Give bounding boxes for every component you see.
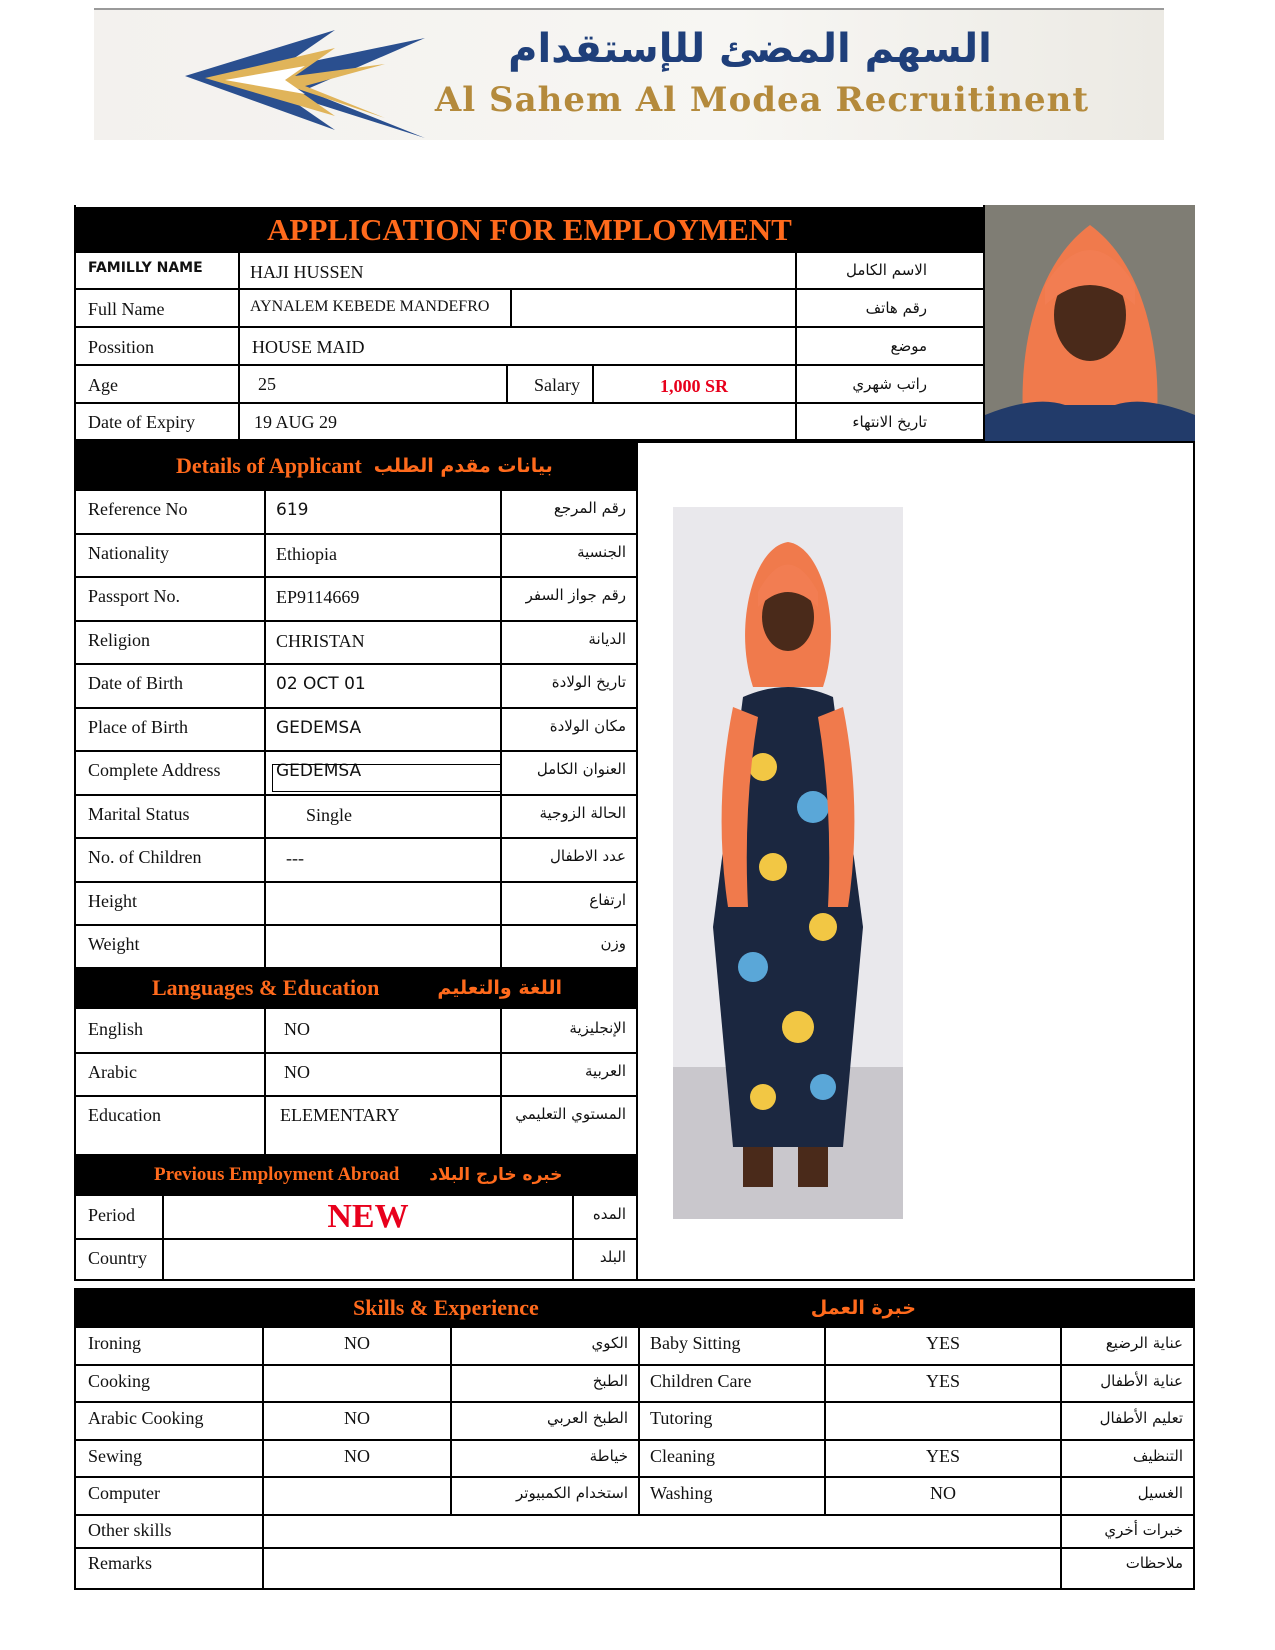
- lang-row-line: [76, 1095, 638, 1097]
- country-ar-label: البلد: [599, 1248, 626, 1266]
- skills-col-line: [1060, 1326, 1062, 1514]
- lang-col-line: [264, 1009, 266, 1154]
- full-name-value: AYNALEM KEBEDE MANDEFRO: [250, 298, 490, 315]
- detail-value: Ethiopia: [276, 543, 337, 564]
- skill-ar-label: الغسيل: [1137, 1484, 1183, 1502]
- salary-ar-label: راتب شهري: [852, 375, 927, 393]
- detail-ar-label: الديانة: [588, 629, 626, 648]
- country-value: [164, 1241, 572, 1281]
- age-value: 25: [258, 374, 276, 394]
- remarks-ar-label: ملاحظات: [1125, 1553, 1183, 1572]
- period-label: Period: [88, 1205, 135, 1225]
- skill-label: Children Care: [650, 1370, 752, 1391]
- brand-arabic-name: السهم المضئ للإستقدام: [508, 26, 992, 72]
- other-skills-ar-label: خبرات أخري: [1104, 1520, 1183, 1539]
- skill-value: NO: [930, 1483, 956, 1503]
- detail-ar-label: الحالة الزوجية: [539, 803, 626, 822]
- skill-ar-label: التنظيف: [1132, 1446, 1183, 1465]
- previous-employment-header: [76, 1154, 638, 1196]
- detail-value: 619: [276, 500, 309, 520]
- detail-value: GEDEMSA: [276, 717, 362, 738]
- family-name-label: FAMILLY NAME: [88, 260, 203, 276]
- details-col-line: [264, 489, 266, 967]
- detail-value: ---: [286, 848, 304, 868]
- detail-ar-label: تاريخ الولادة: [551, 673, 626, 691]
- details-header-en: Details of Applicant: [176, 453, 362, 478]
- skills-header-en: Skills & Experience: [353, 1295, 539, 1320]
- lang-label: English: [88, 1019, 144, 1039]
- details-row-line: [76, 663, 638, 665]
- detail-label: Place of Birth: [88, 716, 188, 737]
- full-body-photo: [673, 507, 903, 1219]
- remarks-label: Remarks: [88, 1552, 152, 1573]
- other-skills-label: Other skills: [88, 1519, 172, 1540]
- details-col-line: [500, 489, 502, 967]
- phone-ar-label: رقم هاتف: [865, 299, 927, 317]
- detail-ar-label: العنوان الكامل: [536, 760, 626, 778]
- skills-col-line: [450, 1326, 452, 1514]
- lang-ar-label: الإنجليزية: [569, 1019, 626, 1037]
- detail-value: GEDEMSA: [276, 761, 362, 781]
- detail-label: Weight: [88, 934, 140, 954]
- salary-value: 1,000 SR: [659, 376, 728, 396]
- skill-label: Sewing: [88, 1445, 142, 1466]
- details-row-line: [76, 924, 638, 926]
- detail-label: Passport No.: [88, 586, 181, 606]
- skill-value: [264, 1366, 450, 1402]
- skill-ar-label: الطبخ العربي: [547, 1409, 628, 1427]
- details-row-line: [76, 489, 638, 491]
- period-value: NEW: [327, 1198, 409, 1235]
- skill-ar-label: الكوي: [591, 1334, 628, 1352]
- detail-label: Reference No: [88, 499, 188, 519]
- skill-label: Tutoring: [650, 1408, 713, 1428]
- detail-label: Nationality: [88, 542, 169, 563]
- skill-ar-label: استخدام الكمبيوتر: [516, 1484, 628, 1502]
- form-title: APPLICATION FOR EMPLOYMENT: [76, 207, 983, 253]
- previous-header-en: Previous Employment Abroad: [154, 1164, 400, 1185]
- skill-value: NO: [344, 1333, 370, 1353]
- detail-value: EP9114669: [276, 587, 360, 607]
- skill-label: Washing: [650, 1483, 713, 1503]
- brand-english-name: Al Sahem Al Modea Recruitinent: [434, 80, 1090, 120]
- detail-ar-label: الجنسية: [577, 542, 626, 561]
- details-row-line: [76, 620, 638, 622]
- detail-ar-label: مكان الولادة: [549, 716, 626, 735]
- address-input-box: [272, 764, 500, 792]
- detail-label: Complete Address: [88, 760, 221, 780]
- detail-label: Date of Birth: [88, 673, 183, 693]
- previous-header-ar: خبره خارج البلاد: [429, 1165, 563, 1185]
- passport-photo: [985, 205, 1195, 441]
- lang-col-line: [500, 1009, 502, 1154]
- details-row-line: [76, 794, 638, 796]
- detail-ar-label: عدد الاطفال: [550, 847, 626, 865]
- skill-label: Cleaning: [650, 1445, 715, 1466]
- details-row-line: [76, 533, 638, 535]
- detail-label: Height: [88, 890, 137, 911]
- family-name-value: HAJI HUSSEN: [250, 262, 364, 282]
- skill-value: NO: [344, 1408, 370, 1428]
- details-header-ar: بيانات مقدم الطلب: [373, 455, 553, 477]
- skill-value: [826, 1403, 1060, 1439]
- detail-value: CHRISTAN: [276, 630, 365, 651]
- details-row-line: [76, 576, 638, 578]
- country-label: Country: [88, 1248, 148, 1268]
- skill-value: YES: [925, 1333, 960, 1353]
- details-row-line: [76, 707, 638, 709]
- detail-label: Religion: [88, 629, 150, 650]
- detail-label: No. of Children: [88, 847, 202, 867]
- lang-ar-label: العربية: [585, 1062, 626, 1080]
- skill-ar-label: عناية الأطفال: [1100, 1371, 1183, 1390]
- detail-value: 02 OCT 01: [276, 674, 366, 694]
- skill-label: Baby Sitting: [650, 1333, 741, 1353]
- position-label: Possition: [88, 337, 155, 357]
- details-row-line: [76, 750, 638, 752]
- detail-ar-label: رقم المرجع: [553, 499, 626, 517]
- detail-value: [266, 928, 500, 968]
- skills-col-line: [638, 1326, 640, 1514]
- expiry-label: Date of Expiry: [88, 412, 195, 432]
- skills-col-line: [262, 1514, 264, 1591]
- skills-col-line: [824, 1326, 826, 1514]
- lang-value: ELEMENTARY: [280, 1105, 400, 1125]
- expiry-value: 19 AUG 29: [254, 412, 338, 432]
- full-name-label: Full Name: [88, 299, 165, 319]
- position-ar-label: موضع: [890, 337, 927, 355]
- detail-label: Marital Status: [88, 803, 190, 824]
- details-row-line: [76, 837, 638, 839]
- skill-value: YES: [925, 1370, 960, 1391]
- position-value: HOUSE MAID: [252, 337, 365, 357]
- age-label: Age: [88, 375, 118, 395]
- skills-header-ar: خبرة العمل: [810, 1297, 916, 1319]
- skill-ar-label: خياطة: [589, 1446, 628, 1465]
- skill-label: Computer: [88, 1483, 160, 1503]
- lang-value: NO: [284, 1062, 310, 1082]
- detail-ar-label: رقم جواز السفر: [525, 586, 626, 604]
- period-ar-label: المده: [592, 1205, 626, 1223]
- detail-ar-label: وزن: [600, 934, 626, 952]
- lang-ar-label: المستوي التعليمي: [515, 1105, 626, 1123]
- lang-label: Education: [88, 1105, 161, 1125]
- lang-row-line: [76, 1052, 638, 1054]
- skill-label: Cooking: [88, 1370, 151, 1391]
- skill-ar-label: الطبخ: [592, 1371, 628, 1390]
- salary-label: Salary: [534, 375, 580, 395]
- skill-label: Arabic Cooking: [88, 1408, 204, 1428]
- skill-value: NO: [344, 1445, 370, 1466]
- languages-header-ar: اللغة والتعليم: [437, 977, 563, 999]
- skill-ar-label: عناية الرضيع: [1105, 1334, 1183, 1352]
- expiry-ar-label: تاريخ الانتهاء: [852, 413, 927, 431]
- detail-value: Single: [306, 804, 353, 825]
- detail-value: [266, 885, 500, 925]
- languages-section-header: [76, 967, 638, 1009]
- skill-value: [264, 1478, 450, 1514]
- family-name-ar-label: الاسم الكامل: [845, 261, 927, 279]
- skill-label: Ironing: [88, 1333, 141, 1353]
- skill-value: YES: [925, 1445, 960, 1466]
- details-row-line: [76, 881, 638, 883]
- languages-header-en: Languages & Education: [152, 975, 380, 1000]
- skills-col-line: [262, 1326, 264, 1514]
- lang-value: NO: [284, 1019, 310, 1039]
- detail-ar-label: ارتفاع: [589, 890, 626, 909]
- lang-label: Arabic: [88, 1062, 137, 1082]
- skill-ar-label: تعليم الأطفال: [1099, 1409, 1183, 1427]
